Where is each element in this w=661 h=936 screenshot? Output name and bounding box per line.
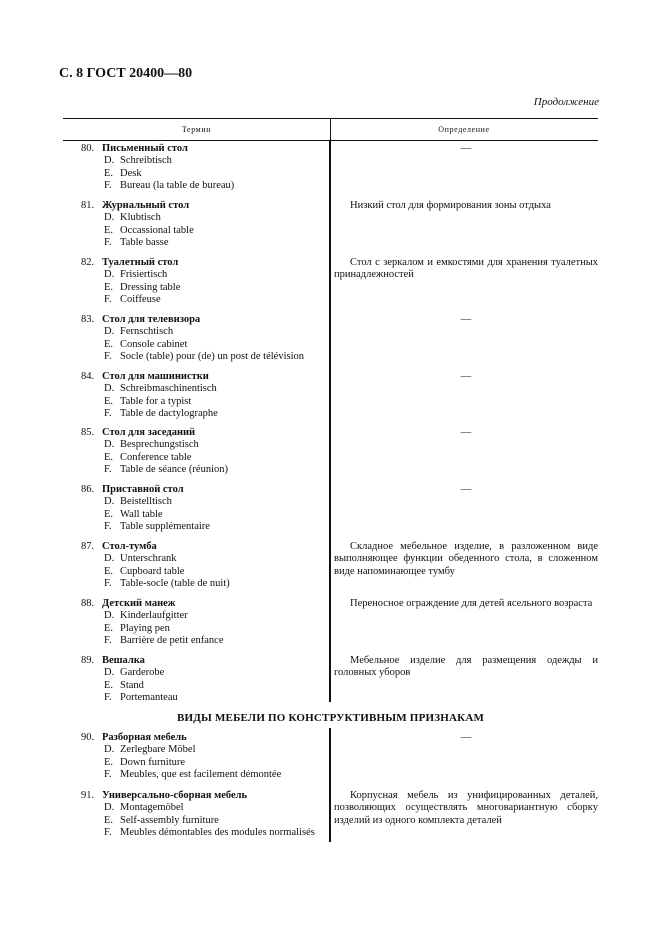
term-number: 90. [81,732,95,743]
term-name: Стол для заседаний [102,427,196,438]
term-definition: Мебельное изделие для размещения одежды и головных уборов [334,655,598,679]
term-french: Meubles démontables des modules normalisés [120,826,315,838]
term-english: Dressing table [120,281,181,293]
term-german: Zerlegbare Möbel [120,744,196,756]
term-german: Schreibmaschinentisch [120,383,217,395]
term-entry: 84. Стол для машинистки D. Schreibmaschinentisch E. Table for a typist F. Table de dactylographe [81,371,218,419]
term-number: 85. [81,427,95,438]
term-entry: 89. Вешалка D. Garderobe E. Stand F. Portemanteau [81,655,178,703]
term-entry: 90. Разборная мебель D. Zerlegbare Möbel E. Down furniture F. Meubles, que est facilement démontée [81,732,282,780]
term-english: Conference table [120,451,192,463]
term-definition: — [460,732,472,743]
term-entry: 86. Приставной стол D. Beistelltisch E. Wall table F. Table supplémentaire [81,484,210,532]
term-german: Frisiertisch [120,269,168,281]
term-number: 88. [81,598,95,609]
term-english: Self-assembly furniture [120,814,219,826]
term-german: Montagemöbel [120,802,184,814]
term-entry: 81. Журнальный стол D. Klubtisch E. Occassional table F. Table basse [81,200,194,248]
term-entry: 83. Стол для телевизора D. Fernschtisch E. Console cabinet F. Socle (table) pour (de) un post de télévision [81,314,304,362]
term-german: Garderobe [120,667,165,679]
term-french: Meubles, que est facilement démontée [120,768,282,780]
term-french: Portemanteau [120,691,178,703]
column-header-definition: Определение [438,125,490,134]
term-french: Coiffeuse [120,293,161,305]
term-number: 89. [81,655,95,666]
term-definition: — [460,484,472,495]
term-french: Table de séance (réunion) [120,463,228,475]
term-definition: Складное мебельное изделие, в разложенном виде выполняющее функции обеденного стола, в сложенном виде напоминающее тумбу [334,541,598,577]
term-entry: 88. Детский манеж D. Kinderlaufgitter E. Playing pen F. Barrière de petit enfance [81,598,224,646]
term-german: Klubtisch [120,212,161,224]
term-english: Table for a typist [120,395,192,407]
term-definition: — [460,314,472,325]
term-name: Стол для машинистки [102,371,209,382]
term-definition: — [460,371,472,382]
term-definition: Переносное ограждение для детей ясельного возраста [350,598,593,609]
term-name: Стол-тумба [102,541,157,552]
term-name: Стол для телевизора [102,314,201,325]
term-definition: Стол с зеркалом и емкостями для хранения туалетных принадлежностей [334,257,598,281]
term-number: 91. [81,790,95,801]
term-name: Универсально-сборная мебель [102,790,248,801]
term-entry: 91. Универсально-сборная мебель D. Montagemöbel E. Self-assembly furniture F. Meubles démontables des modules normalisés [81,790,315,838]
term-number: 86. [81,484,95,495]
term-english: Cupboard table [120,565,185,577]
term-name: Журнальный стол [102,200,190,211]
term-name: Туалетный стол [102,257,179,268]
section-title: ВИДЫ МЕБЕЛИ ПО КОНСТРУКТИВНЫМ ПРИЗНАКАМ [176,712,485,724]
continuation-label: Продолжение [533,96,599,108]
term-french: Table-socle (table de nuit) [120,577,230,589]
term-name: Вешалка [102,655,145,666]
term-english: Down furniture [120,756,186,768]
term-english: Desk [120,167,142,179]
term-german: Kinderlaufgitter [120,610,188,622]
term-german: Besprechungstisch [120,439,199,451]
term-number: 82. [81,257,95,268]
term-english: Stand [120,679,144,691]
term-french: Bureau (la table de bureau) [120,179,235,191]
term-entry: 85. Стол для заседаний D. Besprechungstisch E. Conference table F. Table de séance (réunion) [81,427,228,475]
term-french: Socle (table) pour (de) un post de télévision [120,350,304,362]
term-name: Детский манеж [102,598,176,609]
page-header: С. 8 ГОСТ 20400—80 [59,66,193,81]
term-french: Table basse [120,236,169,248]
term-number: 83. [81,314,95,325]
term-german: Beistelltisch [120,496,172,508]
term-name: Приставной стол [102,484,184,495]
term-german: Unterschrank [120,553,177,565]
term-number: 87. [81,541,95,552]
term-german: Fernschtisch [120,326,174,338]
term-number: 80. [81,143,95,154]
term-french: Table de dactylographe [120,407,218,419]
term-definition: Корпусная мебель из унифицированных деталей, позволяющих осуществлять многовариантную сборку изделий из одного комплекта деталей [334,790,598,826]
term-name: Письменный стол [102,143,188,154]
term-definition: — [460,427,472,438]
term-number: 81. [81,200,95,211]
term-name: Разборная мебель [102,732,187,743]
term-entry: 82. Туалетный стол D. Frisiertisch E. Dressing table F. Coiffeuse [81,257,181,305]
term-english: Occassional table [120,224,194,236]
term-definition: Низкий стол для формирования зоны отдыха [350,200,551,211]
term-french: Table supplémentaire [120,520,210,532]
column-header-terms: Термин [181,125,212,134]
term-entry: 87. Стол-тумба D. Unterschrank E. Cupboard table F. Table-socle (table de nuit) [81,541,230,589]
header-column-divider [330,118,331,140]
term-english: Wall table [120,508,163,520]
term-definition: — [460,143,472,154]
term-french: Barrière de petit enfance [120,634,224,646]
term-entry: 80. Письменный стол D. Schreibtisch E. Desk F. Bureau (la table de bureau) [81,143,235,191]
term-number: 84. [81,371,95,382]
term-english: Console cabinet [120,338,188,350]
term-english: Playing pen [120,622,170,634]
term-german: Schreibtisch [120,155,172,167]
